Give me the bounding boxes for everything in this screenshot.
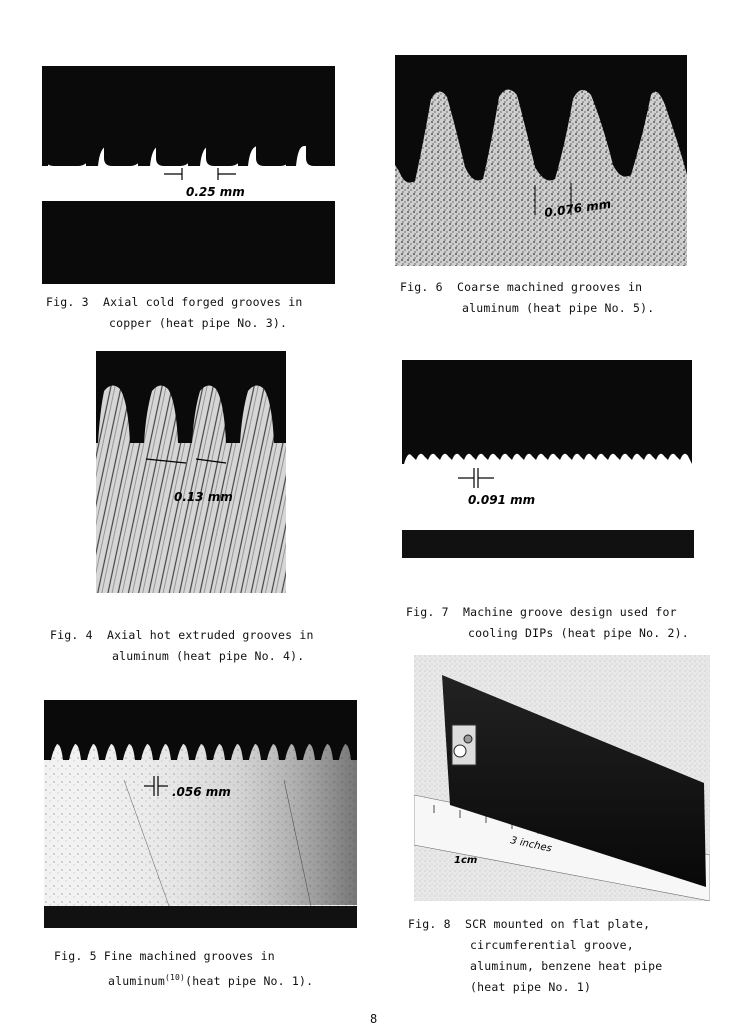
caption-text: aluminum, benzene heat pipe xyxy=(470,959,663,973)
caption-text: aluminum (heat pipe No. 4). xyxy=(112,649,305,663)
caption-text: Fine machined grooves in xyxy=(103,949,275,963)
fig8-ruler-label: 1cm xyxy=(454,855,478,866)
caption-reference: (10) xyxy=(165,973,186,982)
fig7-dimension-label: 0.091 mm xyxy=(468,493,536,507)
caption-label: Fig. 8 xyxy=(408,917,451,931)
caption-text: Coarse machined grooves in xyxy=(457,280,643,294)
caption-text: copper (heat pipe No. 3). xyxy=(109,316,288,330)
caption-label: Fig. 7 xyxy=(406,605,449,619)
caption-text: (heat pipe No. 1) xyxy=(470,980,592,994)
figure-7-image xyxy=(402,360,694,560)
caption-label: Fig. 4 xyxy=(50,628,93,642)
figure-8-caption xyxy=(408,914,662,998)
fig6-dimension-label: 0.076 mm xyxy=(543,196,612,220)
figure-5-image xyxy=(44,700,357,928)
figure-3-caption xyxy=(46,292,302,334)
page-number: 8 xyxy=(370,1012,378,1026)
caption-text: Axial cold forged grooves in xyxy=(103,295,303,309)
caption-label: Fig. 3 xyxy=(46,295,89,309)
figure-4-image xyxy=(96,351,286,593)
fig4-dimension-label: 0.13 mm xyxy=(174,490,233,504)
caption-label: Fig. 5 xyxy=(54,949,97,963)
figure-4-caption xyxy=(50,625,314,667)
fig8-ruler-text: 3 inches xyxy=(509,835,553,855)
caption-text: Axial hot extruded grooves in xyxy=(107,628,314,642)
figure-6-caption xyxy=(400,277,654,319)
figure-5-caption xyxy=(54,946,313,992)
caption-text: cooling DIPs (heat pipe No. 2). xyxy=(468,626,689,640)
caption-label: Fig. 6 xyxy=(400,280,443,294)
caption-text: circumferential groove, xyxy=(470,938,634,952)
caption-text: (heat pipe No. 1). xyxy=(185,973,314,988)
figure-3-image xyxy=(42,66,335,284)
caption-text: aluminum xyxy=(108,973,165,988)
fig5-dimension-label: .056 mm xyxy=(172,785,231,799)
caption-text: SCR mounted on flat plate, xyxy=(465,917,651,931)
fig3-dimension-label: 0.25 mm xyxy=(186,185,245,199)
figure-8-image xyxy=(414,655,710,901)
figure-7-caption xyxy=(406,602,689,644)
figure-6-image xyxy=(395,55,687,266)
caption-text: aluminum (heat pipe No. 5). xyxy=(462,301,655,315)
caption-text: Machine groove design used for xyxy=(463,605,677,619)
